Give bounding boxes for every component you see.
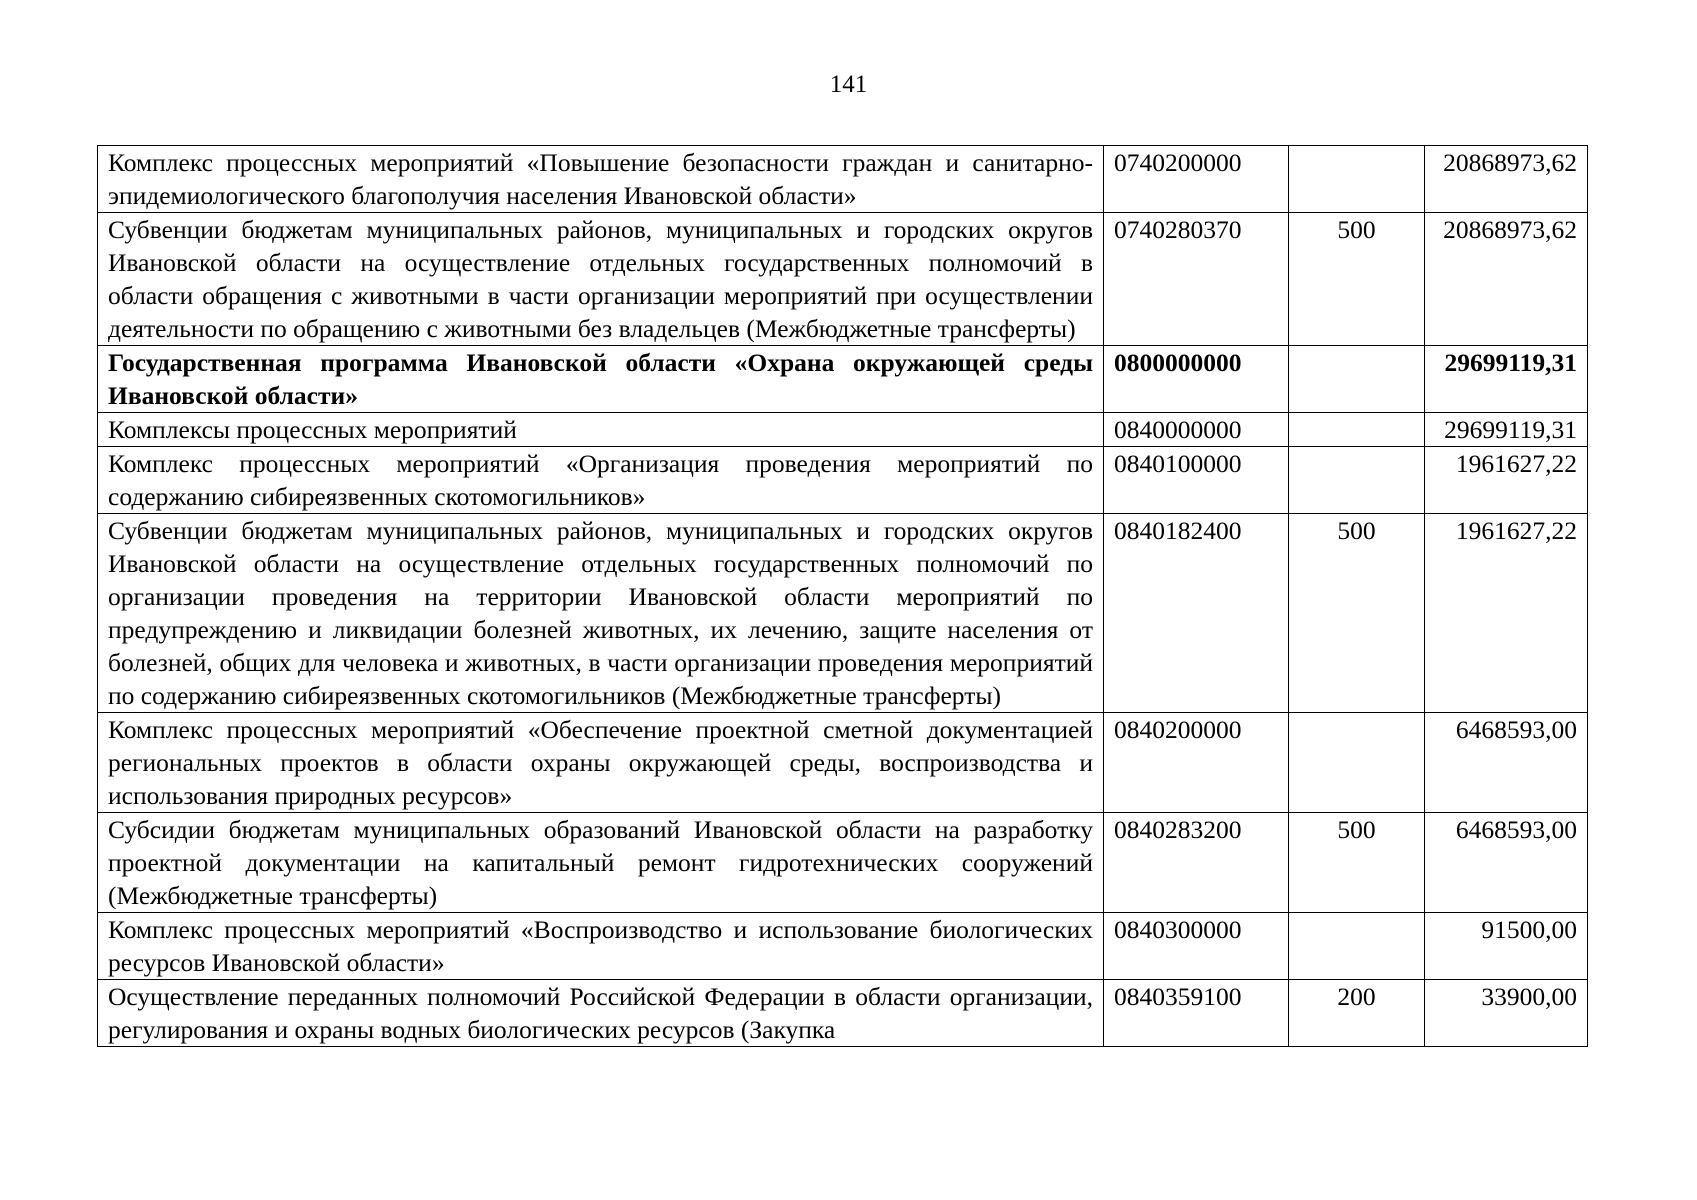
row-expense-type-cell <box>1289 346 1425 413</box>
row-name-cell: Государственная программа Ивановской области «Охрана окружающей среды Ивановской области» <box>98 346 1104 413</box>
row-code-cell: 0740200000 <box>1104 146 1289 213</box>
row-expense-type-cell <box>1289 713 1425 813</box>
row-name-cell: Осуществление переданных полномочий Российской Федерации в области организации, регулирования и охраны водных биологических ресурсов (Закупка <box>98 980 1104 1047</box>
row-expense-type-cell: 500 <box>1289 813 1425 913</box>
table-row <box>98 514 1588 713</box>
row-amount-cell: 29699119,31 <box>1425 413 1588 447</box>
row-amount-cell: 20868973,62 <box>1425 213 1588 346</box>
budget-table-body <box>98 146 1588 1047</box>
row-expense-type-cell: 200 <box>1289 980 1425 1047</box>
row-amount-cell: 33900,00 <box>1425 980 1588 1047</box>
table-row <box>98 713 1588 813</box>
row-expense-type-cell <box>1289 146 1425 213</box>
row-name-cell: Комплекс процессных мероприятий «Организация проведения мероприятий по содержанию сибиреязвенных скотомогильников» <box>98 447 1104 514</box>
row-name-cell: Комплекс процессных мероприятий «Повышение безопасности граждан и санитарно-эпидемиологического благополучия населения Ивановской области» <box>98 146 1104 213</box>
row-amount-cell: 1961627,22 <box>1425 514 1588 713</box>
row-name-cell: Субсидии бюджетам муниципальных образований Ивановской области на разработку проектной документации на капитальный ремонт гидротехнических сооружений (Межбюджетные трансферты) <box>98 813 1104 913</box>
row-code-cell: 0840100000 <box>1104 447 1289 514</box>
budget-table <box>97 145 1588 1047</box>
row-code-cell: 0840283200 <box>1104 813 1289 913</box>
table-row <box>98 213 1588 346</box>
row-code-cell: 0840359100 <box>1104 980 1289 1047</box>
row-amount-cell: 29699119,31 <box>1425 346 1588 413</box>
row-name-cell: Субвенции бюджетам муниципальных районов, муниципальных и городских округов Ивановской области на осуществление отдельных государственных полномочий по организации проведения на территории Ивановской области мероприятий по предупреждению и ликвидации болезней животных, их лечению, защите населения от болезней, общих для человека и животных, в части организации проведения мероприятий по содержанию сибиреязвенных скотомогильников (Межбюджетные трансферты) <box>98 514 1104 713</box>
table-row <box>98 346 1588 413</box>
row-expense-type-cell <box>1289 913 1425 980</box>
row-name-cell: Комплекс процессных мероприятий «Воспроизводство и использование биологических ресурсов Ивановской области» <box>98 913 1104 980</box>
row-code-cell: 0840300000 <box>1104 913 1289 980</box>
row-expense-type-cell: 500 <box>1289 213 1425 346</box>
row-code-cell: 0740280370 <box>1104 213 1289 346</box>
row-amount-cell: 1961627,22 <box>1425 447 1588 514</box>
row-amount-cell: 6468593,00 <box>1425 713 1588 813</box>
row-code-cell: 0840182400 <box>1104 514 1289 713</box>
table-row <box>98 913 1588 980</box>
row-expense-type-cell <box>1289 447 1425 514</box>
table-row <box>98 980 1588 1047</box>
table-row <box>98 813 1588 913</box>
table-row <box>98 413 1588 447</box>
row-code-cell: 0800000000 <box>1104 346 1289 413</box>
row-name-cell: Комплексы процессных мероприятий <box>98 413 1104 447</box>
row-name-cell: Комплекс процессных мероприятий «Обеспечение проектной сметной документацией региональных проектов в области охраны окружающей среды, воспроизводства и использования природных ресурсов» <box>98 713 1104 813</box>
table-row <box>98 146 1588 213</box>
row-code-cell: 0840200000 <box>1104 713 1289 813</box>
page-number: 141 <box>829 71 868 98</box>
row-amount-cell: 6468593,00 <box>1425 813 1588 913</box>
row-amount-cell: 91500,00 <box>1425 913 1588 980</box>
row-name-cell: Субвенции бюджетам муниципальных районов, муниципальных и городских округов Ивановской области на осуществление отдельных государственных полномочий в области обращения с животными в части организации мероприятий при осуществлении деятельности по обращению с животными без владельцев (Межбюджетные трансферты) <box>98 213 1104 346</box>
table-row <box>98 447 1588 514</box>
row-code-cell: 0840000000 <box>1104 413 1289 447</box>
row-expense-type-cell: 500 <box>1289 514 1425 713</box>
row-expense-type-cell <box>1289 413 1425 447</box>
row-amount-cell: 20868973,62 <box>1425 146 1588 213</box>
